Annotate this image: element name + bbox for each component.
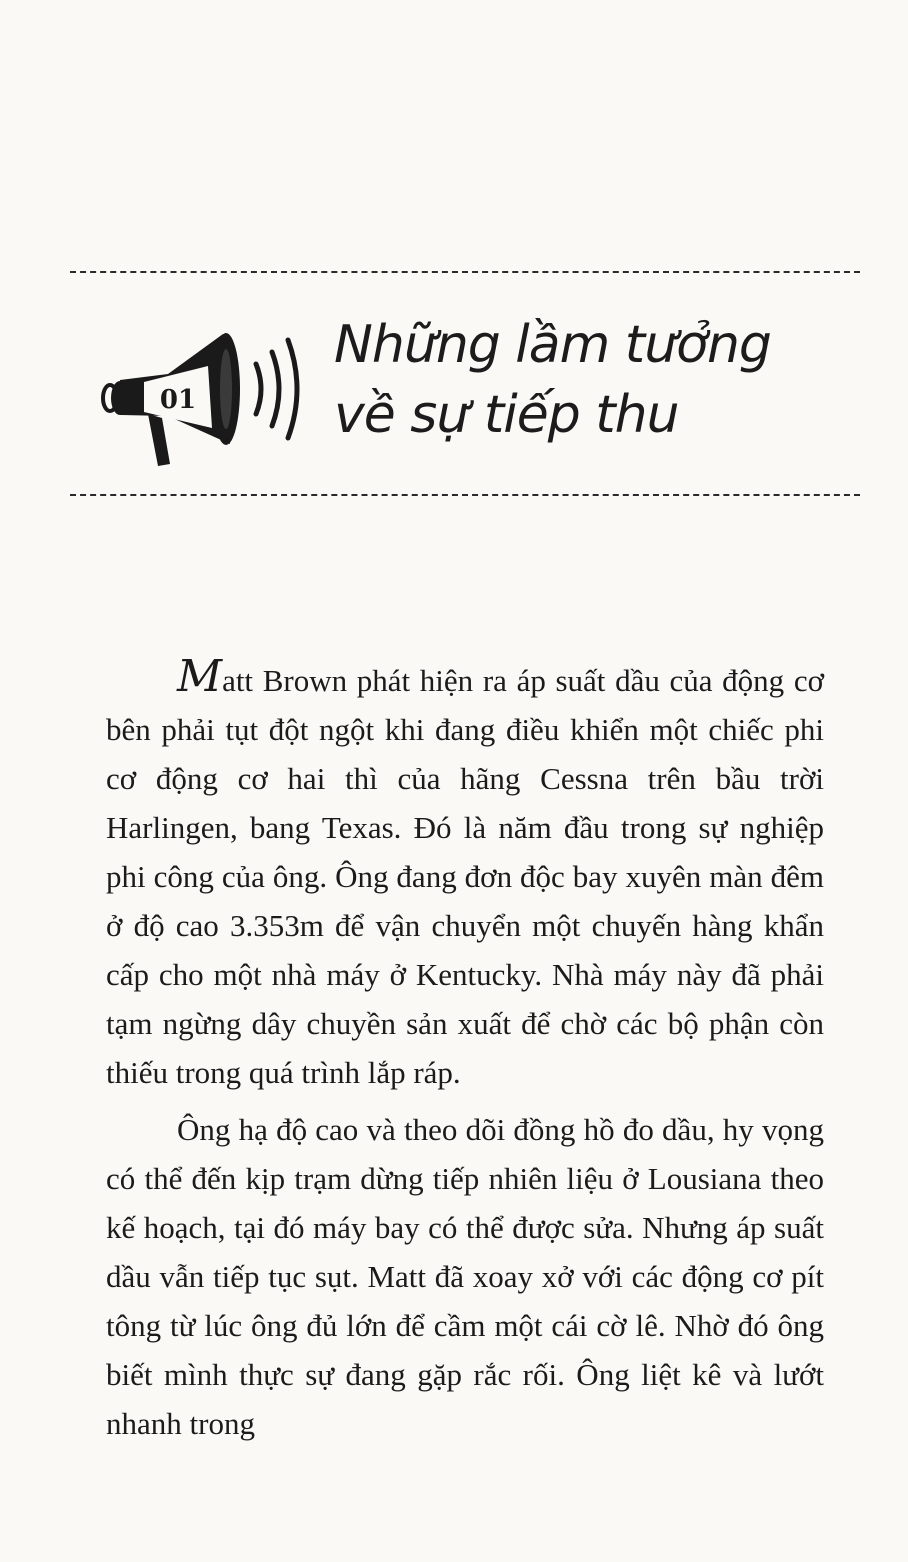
paragraph-1: [106, 651, 824, 1097]
bottom-dashed-divider: [70, 494, 860, 496]
paragraph-1-text: att Brown phát hiện ra áp suất dầu của động cơ bên phải tụt đột ngột khi đang điều khiển một chiếc phi cơ động cơ hai thì của hãng Cessna trên bầu trời Harlingen, bang Texas. Đó là năm đầu trong sự nghiệp phi công của ông. Ông đang đơn độc bay xuyên màn đêm ở độ cao 3.353m để vận chuyển một chuyến hàng khẩn cấp cho một nhà máy ở Kentucky. Nhà máy này đã phải tạm ngừng dây chuyền sản xuất để chờ các bộ phận còn thiếu trong quá trình lắp ráp.: [106, 663, 824, 1090]
body-text: [106, 651, 824, 1456]
drop-initial: M: [177, 651, 223, 702]
chapter-title-line-2: về sự tiếp thu: [334, 385, 679, 445]
chapter-title-line-1: Những lầm tưởng: [334, 315, 771, 375]
megaphone-icon: [98, 316, 303, 466]
paragraph-2: [106, 1105, 824, 1448]
top-dashed-divider: [70, 271, 860, 273]
chapter-header: [98, 310, 798, 480]
chapter-number: 01: [159, 385, 197, 415]
paragraph-2-text: Ông hạ độ cao và theo dõi đồng hồ đo dầu, hy vọng có thể đến kịp trạm dừng tiếp nhiên liệu ở Lousiana theo kế hoạch, tại đó máy bay có thể được sửa. Nhưng áp suất dầu vẫn tiếp tục sụt. Matt đã xoay xở với các động cơ pít tông từ lúc ông đủ lớn để cầm một cái cờ lê. Nhờ đó ông biết mình thực sự đang gặp rắc rối. Ông liệt kê và lướt nhanh trong: [106, 1112, 824, 1441]
chapter-title: [334, 310, 771, 450]
